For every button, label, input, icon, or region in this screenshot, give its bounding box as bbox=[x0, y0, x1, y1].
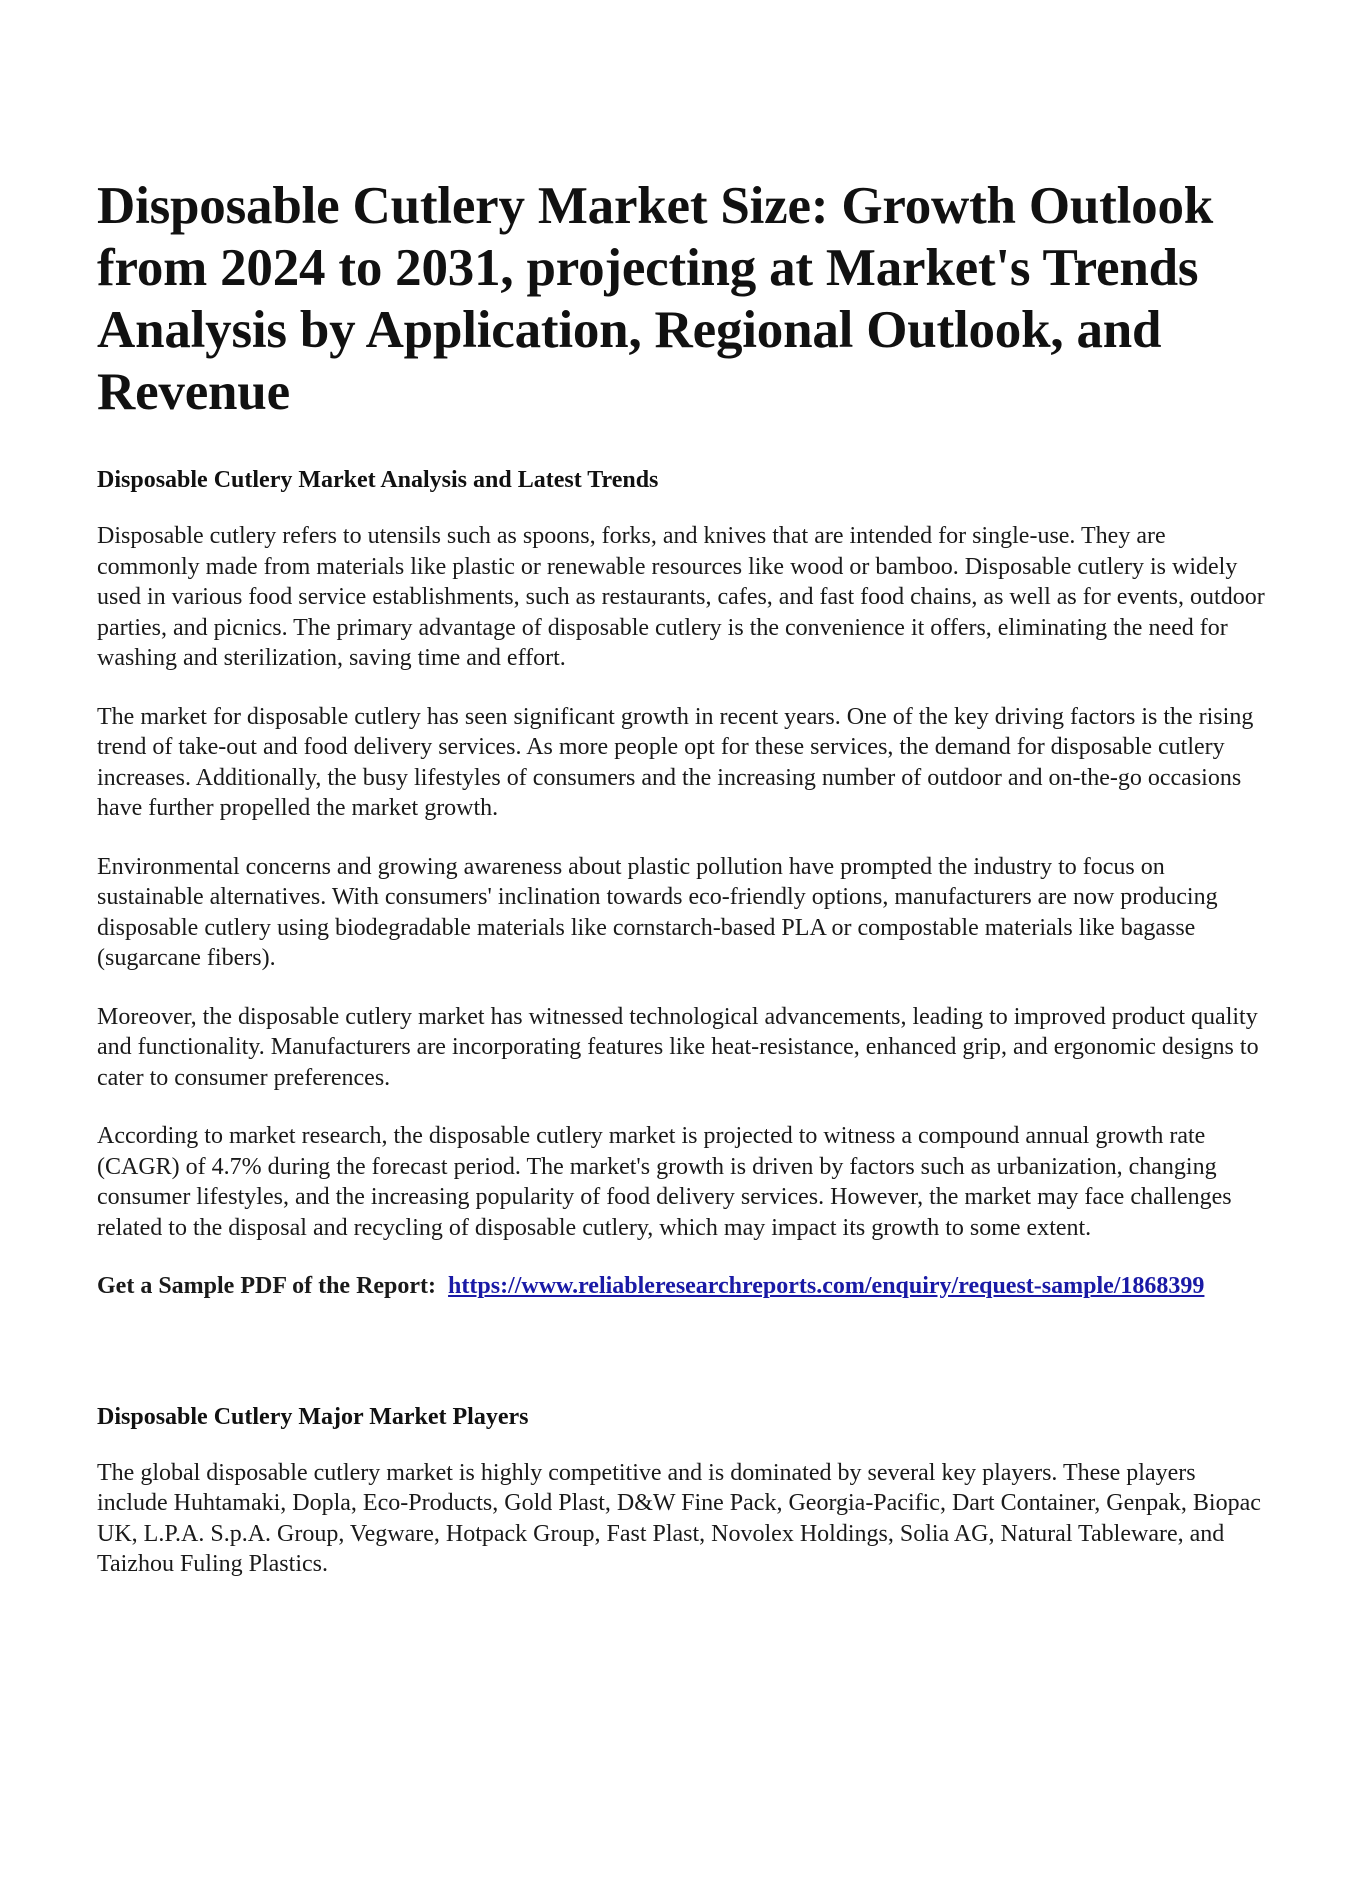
paragraph: Disposable cutlery refers to utensils such as spoons, forks, and knives that are intended for single-use. They are commonly made from materials like plastic or renewable resources like wood or bamboo. Disposable cutlery is widely used in various food service establishments, such as restaurants, cafes, and fast food chains, as well as for events, outdoor parties, and picnics. The primary advantage of disposable cutlery is the convenience it offers, eliminating the need for washing and sterilization, saving time and effort. bbox=[97, 523, 1265, 671]
sample-pdf-link[interactable]: https://www.reliableresearchreports.com/enquiry/request-sample/1868399 bbox=[448, 1273, 1205, 1299]
page-title: Disposable Cutlery Market Size: Growth Outlook from 2024 to 2031, projecting at Market's Trends Analysis by Application, Regional Outlook, and Revenue bbox=[97, 177, 1214, 421]
paragraph: According to market research, the disposable cutlery market is projected to witness a compound annual growth rate (CAGR) of 4.7% during the forecast period. The market's growth is driven by factors such as urbanization, changing consumer lifestyles, and the increasing popularity of food delivery services. However, the market may face challenges related to the disposal and recycling of disposable cutlery, which may impact its growth to some extent. bbox=[97, 1123, 1232, 1241]
section-heading-analysis: Disposable Cutlery Market Analysis and Latest Trends bbox=[97, 467, 659, 493]
sample-pdf-line bbox=[97, 1271, 1267, 1302]
paragraph: The global disposable cutlery market is highly competitive and is dominated by several key players. These players include Huhtamaki, Dopla, Eco-Products, Gold Plast, D&W Fine Pack, Georgia-Pacific, Dart Container, Genpak, Biopac UK, L.P.A. S.p.A. Group, Vegware, Hotpack Group, Fast Plast, Novolex Holdings, Solia AG, Natural Tableware, and Taizhou Fuling Plastics. bbox=[97, 1459, 1261, 1577]
sample-pdf-label: Get a Sample PDF of the Report: bbox=[97, 1273, 437, 1299]
section-heading-players: Disposable Cutlery Major Market Players bbox=[97, 1403, 529, 1430]
document-page bbox=[97, 175, 1267, 1608]
paragraph: The market for disposable cutlery has seen significant growth in recent years. One of the key driving factors is the rising trend of take-out and food delivery services. As more people opt for these services, the demand for disposable cutlery increases. Additionally, the busy lifestyles of consumers and the increasing number of outdoor and on-the-go occasions have further propelled the market growth. bbox=[97, 703, 1254, 821]
paragraph: Environmental concerns and growing awareness about plastic pollution have prompted the industry to focus on sustainable alternatives. With consumers' inclination towards eco-friendly options, manufacturers are now producing disposable cutlery using biodegradable materials like cornstarch-based PLA or compostable materials like bagasse (sugarcane fibers). bbox=[97, 853, 1218, 971]
paragraph: Moreover, the disposable cutlery market has witnessed technological advancements, leading to improved product quality and functionality. Manufacturers are incorporating features like heat-resistance, enhanced grip, and ergonomic designs to cater to consumer preferences. bbox=[97, 1003, 1259, 1091]
